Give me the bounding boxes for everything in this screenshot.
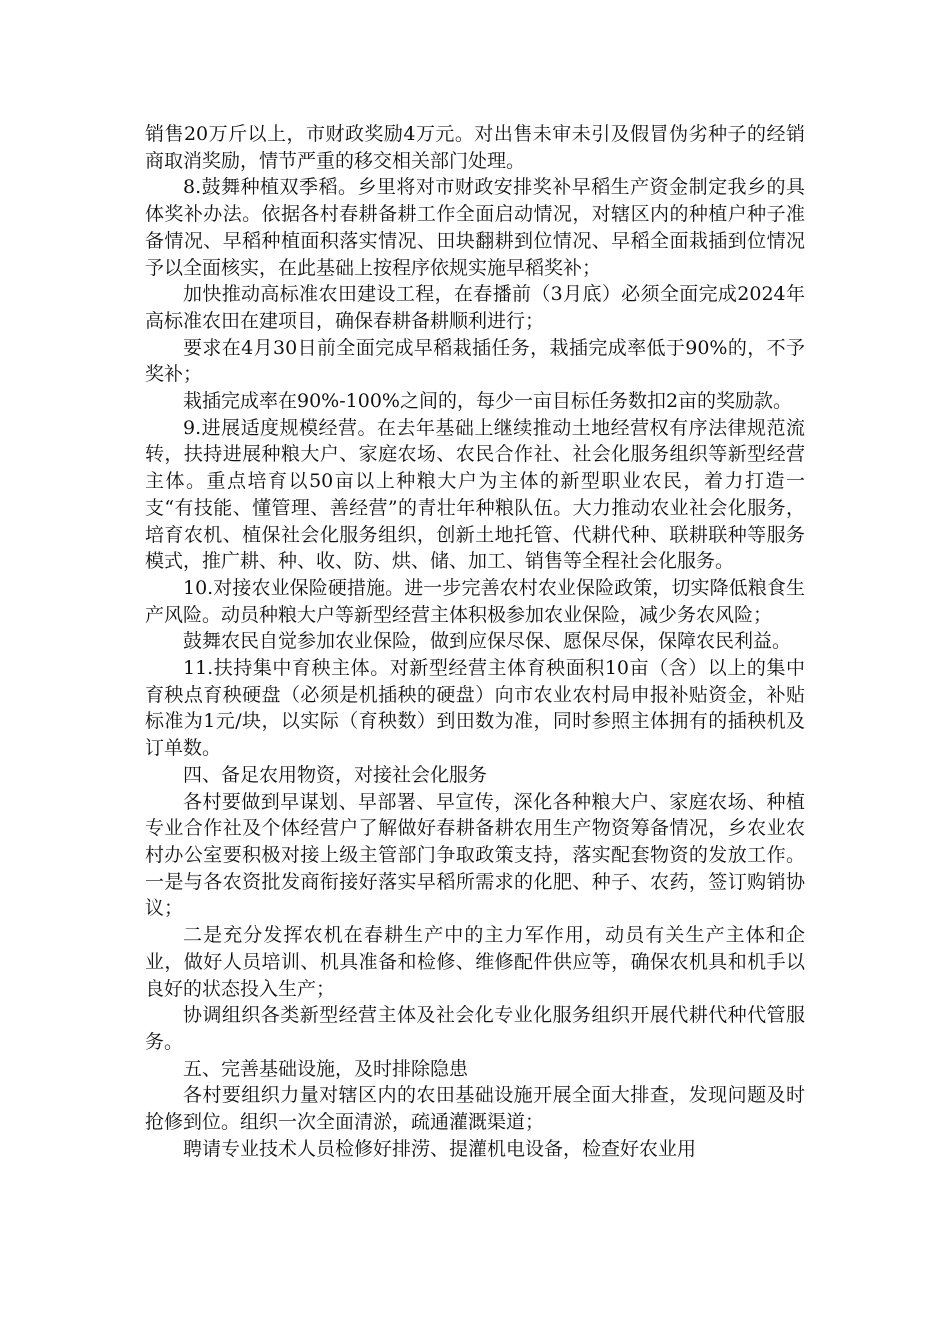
paragraph: 8.鼓舞种植双季稻。乡里将对市财政安排奖补早稻生产资金制定我乡的具体奖补办法。依据各村春耕备耕工作全面启动情况，对辖区内的种植户种子准备情况、早稻种植面积落实情况、田块翻耕到位情况、早稻全面栽插到位情况予以全面核实，在此基础上按程序依规实施早稻奖补； <box>145 176 805 279</box>
paragraph: 10.对接农业保险硬措施。进一步完善农村农业保险政策，切实降低粮食生产风险。动员种粮大户等新型经营主体积极参加农业保险，减少务农风险； <box>145 576 805 626</box>
paragraph: 各村要做到早谋划、早部署、早宣传，深化各种粮大户、家庭农场、种植专业合作社及个体经营户了解做好春耕备耕农用生产物资筹备情况，乡农业农村办公室要积极对接上级主管部门争取政策支持，落实配套物资的发放工作。一是与各农资批发商衔接好落实早稻所需求的化肥、种子、农药，签订购销协议； <box>145 790 805 920</box>
paragraph: 栽插完成率在90%-100%之间的，每少一亩目标任务数扣2亩的奖励款。 <box>183 390 793 413</box>
paragraph: 鼓舞农民自觉参加农业保险，做到应保尽保、愿保尽保，保障农民利益。 <box>183 630 792 653</box>
document-body <box>145 121 805 1162</box>
paragraph: 加快推动高标准农田建设工程，在春播前（3月底）必须全面完成2024年高标准农田在建项目，确保春耕备耕顺利进行； <box>145 283 805 332</box>
paragraph: 四、备足农用物资，对接社会化服务 <box>183 763 488 786</box>
paragraph: 9.进展适度规模经营。在去年基础上继续推动土地经营权有序法律规范流转，扶持进展种粮大户、家庭农场、农民合作社、社会化服务组织等新型经营主体。重点培育以50亩以上种粮大户为主体的新型职业农民，着力打造一支“有技能、懂管理、善经营”的青壮年种粮队伍。大力推动农业社会化服务，培育农机、植保社会化服务组织，创新土地托管、代耕代种、联耕联种等服务模式，推广耕、种、收、防、烘、储、加工、销售等全程社会化服务。 <box>145 416 805 573</box>
paragraph: 二是充分发挥农机在春耕生产中的主力军作用，动员有关生产主体和企业，做好人员培训、机具准备和检修、维修配件供应等，确保农机具和机手以良好的状态投入生产； <box>145 924 805 1000</box>
paragraph: 11.扶持集中育秧主体。对新型经营主体育秧面积10亩（含）以上的集中育秧点育秧硬盘（必须是机插秧的硬盘）向市农业农村局申报补贴资金，补贴标准为1元/块，以实际（育秧数）到田数为准，同时参照主体拥有的插秧机及订单数。 <box>145 657 805 760</box>
paragraph: 要求在4月30日前全面完成早稻栽插任务，栽插完成率低于90%的，不予奖补； <box>145 336 805 386</box>
paragraph: 聘请专业技术人员检修好排涝、提灌机电设备，检查好农业用 <box>183 1137 697 1160</box>
paragraph: 协调组织各类新型经营主体及社会化专业化服务组织开展代耕代种代管服务。 <box>145 1004 805 1053</box>
continued-paragraph: 销售20万斤以上，市财政奖励4万元。对出售未审未引及假冒伪劣种子的经销商取消奖励，情节严重的移交相关部门处理。 <box>145 123 805 172</box>
paragraph: 五、完善基础设施，及时排除隐患 <box>183 1057 469 1080</box>
paragraph: 各村要组织力量对辖区内的农田基础设施开展全面大排查，发现问题及时抢修到位。组织一次全面清淤，疏通灌溉渠道； <box>145 1084 805 1134</box>
